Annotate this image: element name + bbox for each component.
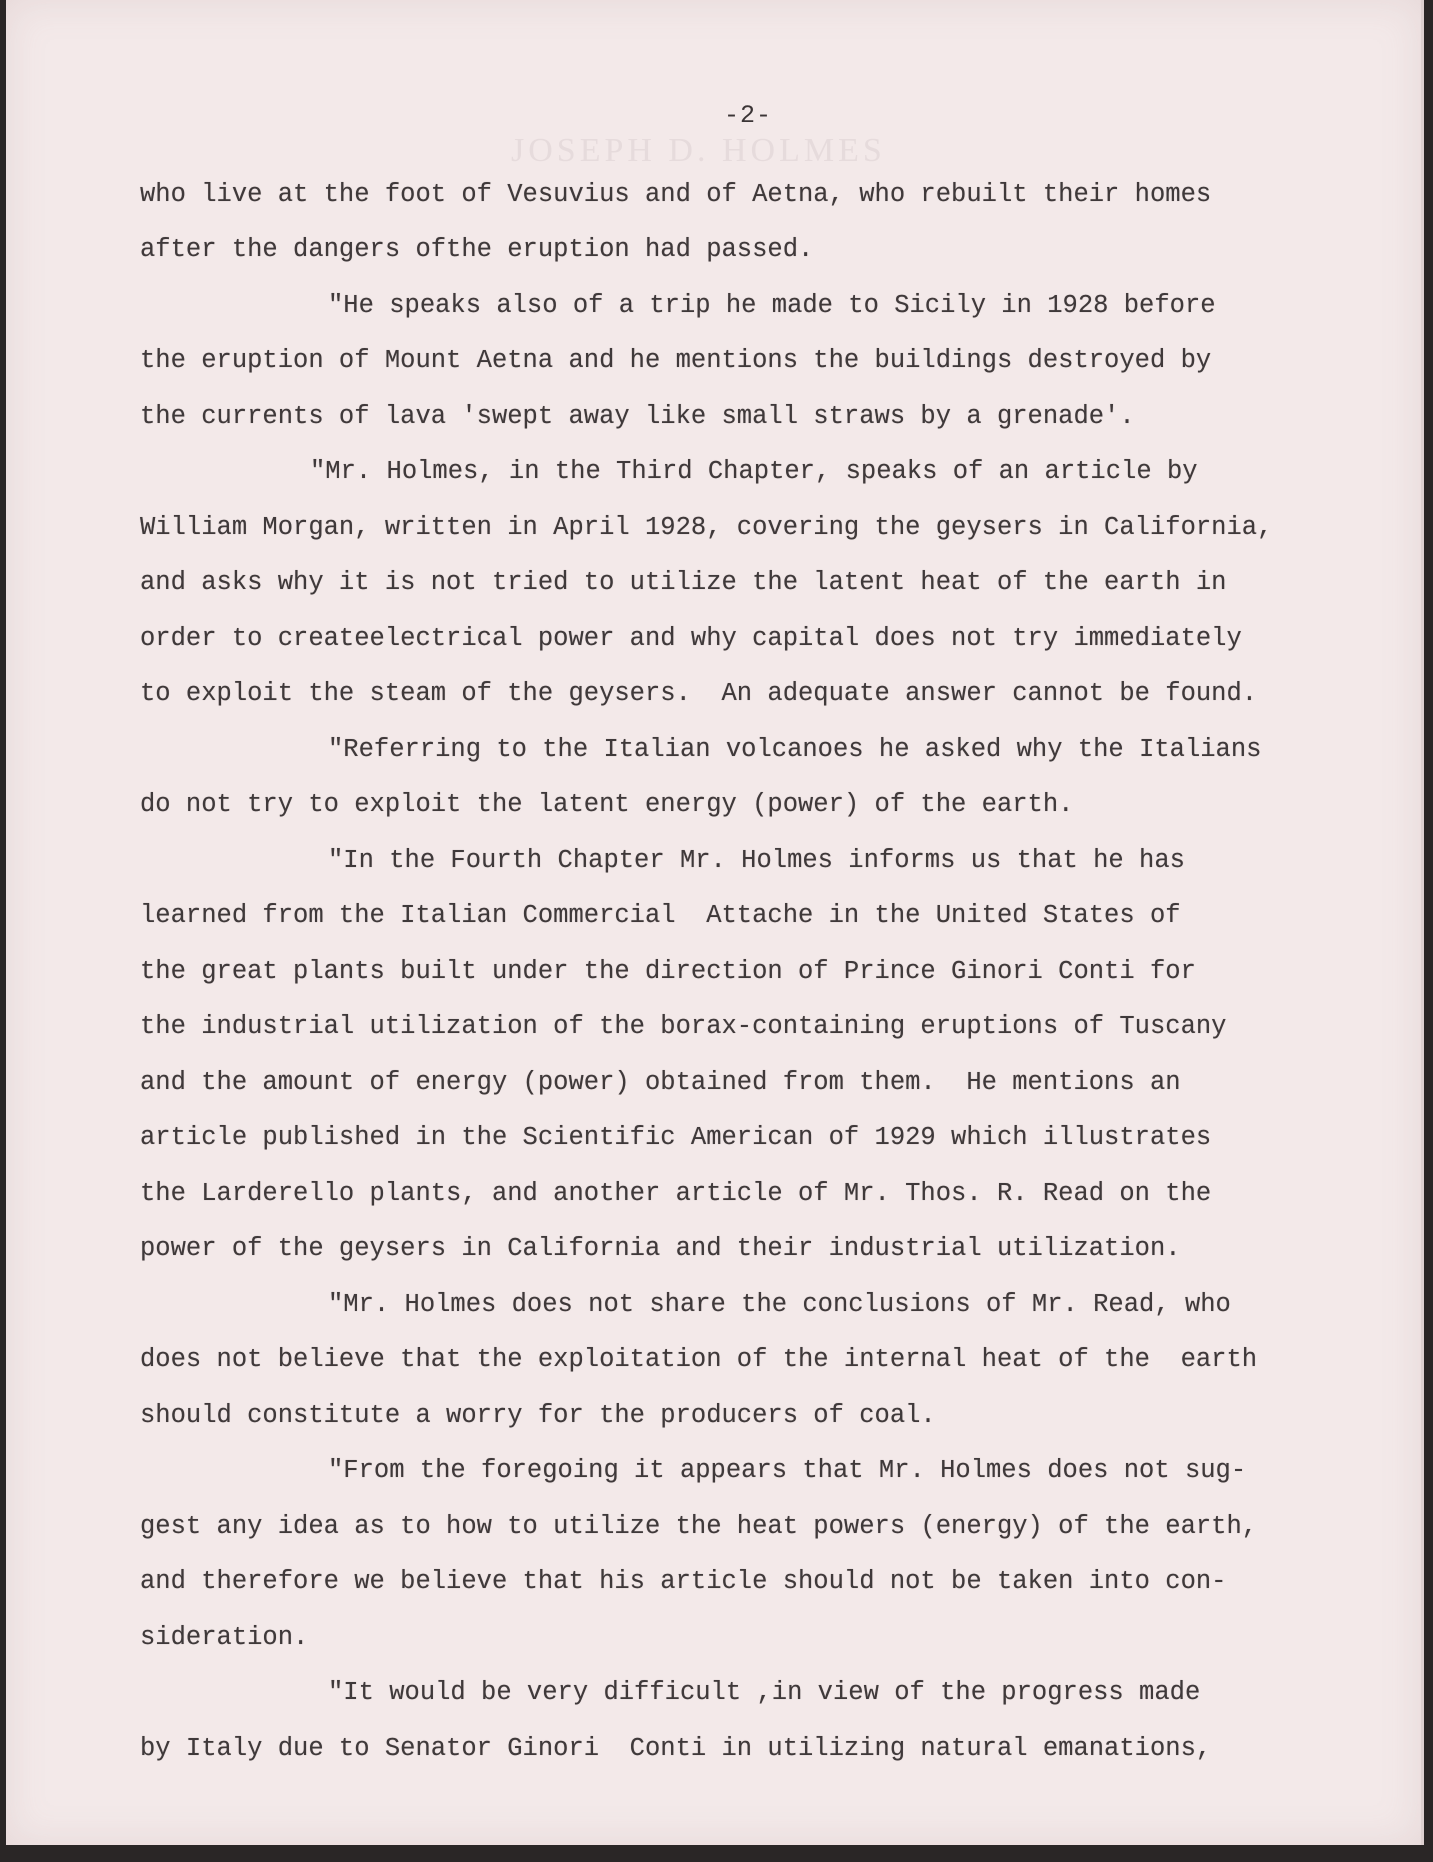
text-line-11: "Referring to the Italian volcanoes he asked why the Italians — [328, 735, 1262, 764]
text-line-8: and asks why it is not tried to utilize the latent heat of the earth in — [140, 568, 1227, 597]
text-line-24: "From the foregoing it appears that Mr. Holmes does not sug- — [328, 1456, 1247, 1485]
page-edge — [1421, 0, 1424, 1845]
text-line-22: does not believe that the exploitation of the internal heat of the earth — [140, 1345, 1258, 1374]
text-line-10: to exploit the steam of the geysers. An adequate answer cannot be found. — [140, 679, 1258, 708]
text-line-23: should constitute a worry for the producers of coal. — [140, 1401, 936, 1430]
text-line-6: "Mr. Holmes, in the Third Chapter, speaks of an article by — [310, 457, 1198, 486]
text-line-27: sideration. — [140, 1623, 309, 1652]
text-line-16: the industrial utilization of the borax-containing eruptions of Tuscany — [140, 1012, 1227, 1041]
text-line-2: after the dangers ofthe eruption had passed. — [140, 235, 814, 264]
text-line-13: "In the Fourth Chapter Mr. Holmes informs us that he has — [328, 846, 1185, 875]
text-line-18: article published in the Scientific American of 1929 which illustrates — [140, 1123, 1212, 1152]
text-line-20: power of the geysers in California and their industrial utilization. — [140, 1234, 1181, 1263]
text-line-25: gest any idea as to how to utilize the heat powers (energy) of the earth, — [140, 1512, 1258, 1541]
text-line-3: "He speaks also of a trip he made to Sicily in 1928 before — [328, 291, 1216, 320]
text-line-28: "It would be very difficult ,in view of the progress made — [328, 1678, 1201, 1707]
text-line-4: the eruption of Mount Aetna and he mentions the buildings destroyed by — [140, 346, 1212, 375]
text-line-9: order to createelectrical power and why capital does not try immediately — [140, 624, 1242, 653]
show-through-letterhead: JOSEPH D. HOLMES — [511, 132, 886, 169]
text-line-17: and the amount of energy (power) obtained from them. He mentions an — [140, 1068, 1181, 1097]
text-line-26: and therefore we believe that his article should not be taken into con- — [140, 1567, 1227, 1596]
text-line-15: the great plants built under the direction of Prince Ginori Conti for — [140, 957, 1196, 986]
document-page — [6, 0, 1421, 1845]
text-line-1: who live at the foot of Vesuvius and of Aetna, who rebuilt their homes — [140, 180, 1212, 209]
text-line-12: do not try to exploit the latent energy (power) of the earth. — [140, 790, 1074, 819]
text-line-21: "Mr. Holmes does not share the conclusions of Mr. Read, who — [328, 1290, 1231, 1319]
text-line-19: the Larderello plants, and another article of Mr. Thos. R. Read on the — [140, 1179, 1212, 1208]
text-line-5: the currents of lava 'swept away like small straws by a grenade'. — [140, 402, 1135, 431]
text-line-29: by Italy due to Senator Ginori Conti in utilizing natural emanations, — [140, 1734, 1212, 1763]
text-line-14: learned from the Italian Commercial Attache in the United States of — [140, 901, 1181, 930]
text-line-7: William Morgan, written in April 1928, covering the geysers in California, — [140, 513, 1273, 542]
page-number: -2- — [724, 101, 773, 130]
